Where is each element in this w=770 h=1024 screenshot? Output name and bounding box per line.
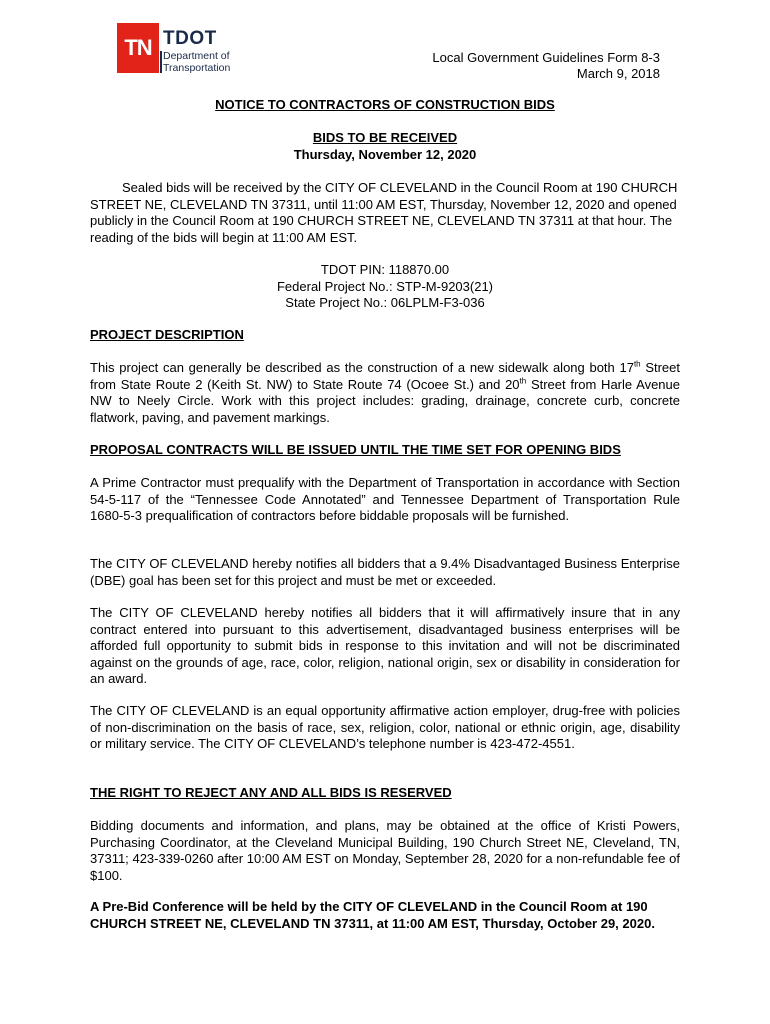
dbe-paragraph: The CITY OF CLEVELAND hereby notifies all bidders that a 9.4% Disadvantaged Business Enterprise (DBE) goal has been set for this project and must be met or exceeded. xyxy=(90,556,680,588)
bids-heading: BIDS TO BE RECEIVED xyxy=(312,130,458,145)
bid-date: Thursday, November 12, 2020 xyxy=(293,147,477,162)
form-number: Local Government Guidelines Form 8-3 xyxy=(432,50,660,65)
affirmative-paragraph: The CITY OF CLEVELAND hereby notifies all bidders that it will affirmatively insure that in any contract entered into pursuant to this advertisement, disadvantaged business enterprises will be afforded full opportunity to submit bids in response to this invitation and will not be discriminated against on the grounds of age, race, color, religion, national origin, sex or disability in consideration for an award. xyxy=(90,605,680,686)
project-text-1: This project can generally be described as the construction of a new sidewalk along both 17 xyxy=(90,360,634,375)
ordinal-suffix-1: th xyxy=(633,359,641,369)
logo-department-text xyxy=(163,51,230,74)
intro-paragraph: Sealed bids will be received by the CITY OF CLEVELAND in the Council Room at 190 CHURCH STREET NE, CLEVELAND TN 37311, until 11:00 AM EST, Thursday, November 12, 2020 and opened publicly in the Council Room at 190 CHURCH STREET NE, CLEVELAND TN 37311 at that hour. The reading of the bids will begin at 11:00 AM EST. xyxy=(90,180,678,245)
notice-title: NOTICE TO CONTRACTORS OF CONSTRUCTION BIDS xyxy=(215,97,555,112)
prebid-conference-paragraph: A Pre-Bid Conference will be held by the CITY OF CLEVELAND in the Council Room at 190 CHURCH STREET NE, CLEVELAND TN 37311, at 11:00 AM EST, Thursday, October 29, 2020. xyxy=(90,899,655,931)
bidding-documents-paragraph: Bidding documents and information, and plans, may be obtained at the office of Kristi Powers, Purchasing Coordinator, at the Cleveland Municipal Building, 190 Church Street NE, Cleveland, TN, 37311; 423-339-0260 after 10:00 AM EST on Monday, September 28, 2020 for a non-refundable fee of $100. xyxy=(90,818,680,883)
tdot-logo xyxy=(117,23,247,75)
proposal-contracts-heading: PROPOSAL CONTRACTS WILL BE ISSUED UNTIL THE TIME SET FOR OPENING BIDS xyxy=(90,442,621,457)
logo-divider xyxy=(160,51,162,73)
federal-project-number: Federal Project No.: STP-M-9203(21) xyxy=(276,278,494,294)
project-text-2: Street from State Route 2 (Keith St. NW) to State Route 74 (Ocoee St.) and 20 xyxy=(90,360,680,392)
project-description-heading: PROJECT DESCRIPTION xyxy=(90,327,244,342)
logo-dept-line1: Department of xyxy=(163,50,230,62)
form-reference xyxy=(432,50,660,82)
logo-dept-line2: Transportation xyxy=(163,61,231,74)
project-ids xyxy=(90,262,680,312)
project-description xyxy=(90,360,680,426)
state-project-number: State Project No.: 06LPLM-F3-036 xyxy=(285,295,485,310)
tn-logo-mark: TN xyxy=(117,23,159,73)
tdot-pin: TDOT PIN: 118870.00 xyxy=(320,262,450,277)
form-date: March 9, 2018 xyxy=(576,66,660,81)
reject-bids-heading: THE RIGHT TO REJECT ANY AND ALL BIDS IS RESERVED xyxy=(90,785,452,800)
equal-opportunity-paragraph: The CITY OF CLEVELAND is an equal opportunity affirmative action employer, drug-free with policies of non-discrimination on the basis of race, sex, religion, color, national or ethnic origin, age, disability or military service. The CITY OF CLEVELAND’s telephone number is 423-472-4551. xyxy=(90,703,680,751)
logo-tdot-text: TDOT xyxy=(163,28,217,49)
prequalification-paragraph: A Prime Contractor must prequalify with the Department of Transportation in accordance with Section 54-5-117 of the “Tennessee Code Annotated” and Tennessee Department of Transportation Rule 1680-5-3 prequalification of contractors before biddable proposals will be furnished. xyxy=(90,475,680,523)
ordinal-suffix-2: th xyxy=(519,376,527,386)
project-text-3: Street from Harle Avenue NW to Neely Circle. Work with this project includes: grading, drainage, concrete curb, concrete flatwork, paving, and pavement markings. xyxy=(90,376,680,425)
